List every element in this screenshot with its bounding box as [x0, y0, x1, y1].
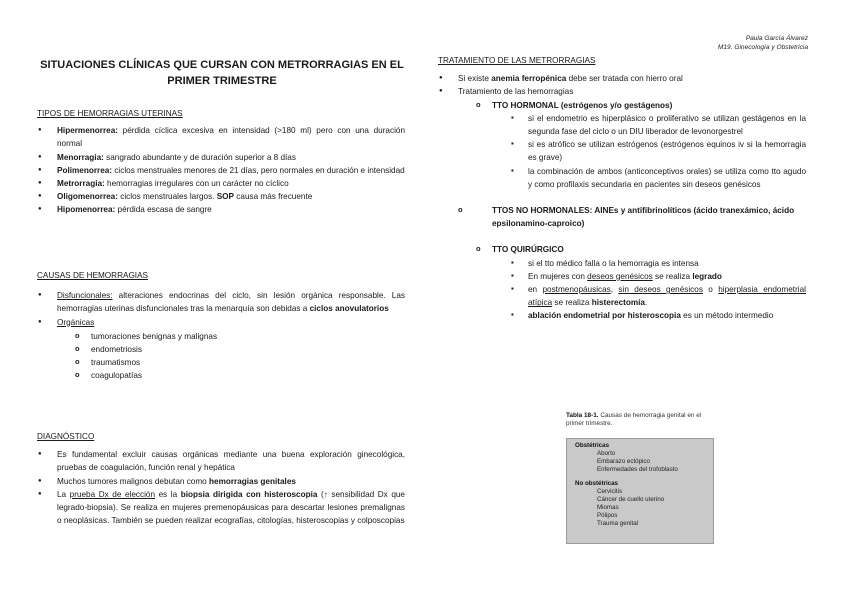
table-box	[566, 438, 714, 544]
hormonal-list	[506, 112, 806, 191]
author-header	[718, 34, 808, 52]
tratamiento-section	[438, 54, 806, 323]
list-item: ● Es fundamental excluir causas orgánicas mediante una buena exploración ginecológica, pruebas de coagulación, función renal y hepática	[37, 448, 405, 474]
table-group-no-obstetricas: No obstétricas	[575, 480, 618, 487]
list-item: ● La prueba Dx de elección es la biopsia dirigida con histeroscopia (↑ sensibilidad Dx que legrado-biopsia). Se realiza en mujeres premenopáusicas para descartar lesiones premalignas o neoplásicas. También se pueden realizar ecografías, citologías, histeroscopias y colposcopias	[37, 488, 405, 528]
table-row: Aborto	[597, 450, 616, 457]
page-title: SITUACIONES CLÍNICAS QUE CURSAN CON METRORRAGIAS EN EL PRIMER TRIMESTRE	[40, 59, 404, 87]
diagnostico-list	[37, 448, 405, 527]
tratamiento-list	[438, 72, 806, 98]
subject-name: M19. Ginecología y Obstetricia	[717, 44, 808, 51]
table-row: Trauma genital	[597, 520, 639, 527]
list-item: o tumoraciones benignas y malignas	[75, 330, 405, 343]
causas-heading: CAUSAS DE HEMORRAGIAS	[37, 271, 149, 280]
tipos-section	[37, 107, 405, 217]
list-item: ▪ la combinación de ambos (anticonceptivos orales) se utiliza como tto agudo y como profilaxis secundaria en pacientes sin deseos genésicos	[506, 165, 806, 191]
arrow-up-icon: ↑	[323, 489, 328, 499]
hormonal-title: TTO HORMONAL (estrógenos y/o gestágenos)	[492, 100, 673, 110]
list-item: ● Metrorragia: hemorragias irregulares con un carácter no cíclico	[37, 177, 405, 190]
quirurgico-list	[506, 257, 806, 323]
list-item	[476, 243, 806, 322]
tipos-heading: TIPOS DE HEMORRAGIAS UTERINAS	[37, 109, 183, 118]
list-item: ● Tratamiento de las hemorragias	[438, 85, 806, 98]
table-row: Enfermedades del trofoblasto	[597, 466, 678, 473]
table-row: Cáncer de cuello uterino	[597, 496, 665, 503]
list-item: o traumatismos	[75, 356, 405, 369]
table-row: Pólipos	[597, 512, 618, 519]
table-figure	[566, 412, 716, 544]
diagnostico-heading: DIAGNÓSTICO	[37, 432, 95, 441]
list-item	[458, 204, 806, 230]
list-item: ● Hipomenorrea: pérdida escasa de sangre	[37, 203, 405, 216]
tipos-list	[37, 124, 405, 216]
author-name: Paula García Álvarez	[745, 35, 808, 42]
list-item: ● Orgánicas o tumoraciones benignas y malignas o endometriosis o traumatismos o coagulopatías	[37, 316, 405, 383]
list-item: o endometriosis	[75, 343, 405, 356]
list-item: ▪ si el tto médico falla o la hemorragia es intensa	[506, 257, 806, 270]
organicas-list	[75, 330, 405, 383]
table-row: Embarazo ectópico	[597, 458, 650, 465]
diagnostico-section	[37, 430, 405, 527]
list-item: ● Muchos tumores malignos debutan como hemorragias genitales	[37, 475, 405, 488]
list-item: ● Menorragia: sangrado abundante y de duración superior a 8 días	[37, 151, 405, 164]
nohormonal-title: TTOS NO HORMONALES: AINEs y antifibrinolíticos (ácido tranexámico, ácido epsilonamino-caproico)	[492, 206, 795, 229]
list-item: ▪ si es atrófico se utilizan estrógenos (estrógenos equinos iv si la hemorragia es grave)	[506, 138, 806, 164]
table-group-obstetricas: Obstétricas	[575, 442, 610, 449]
list-item: ▪ ablación endometrial por histeroscopia es un método intermedio	[506, 309, 806, 322]
list-item: ▪ En mujeres con deseos genésicos se realiza legrado	[506, 270, 806, 283]
tratamiento-heading: TRATAMIENTO DE LAS METRORRAGIAS	[438, 56, 596, 65]
list-item: ● Polimenorrea: ciclos menstruales menores de 21 días, pero normales en duración e intensidad	[37, 164, 405, 177]
tratamiento-sublist	[476, 99, 806, 323]
list-item	[476, 99, 806, 191]
table-row: Miomas	[597, 504, 619, 511]
table-row: Cervicitis	[597, 488, 623, 495]
list-item: ▪ en postmenopáusicas, sin deseos genésicos o hiperplasia endometrial atípica se realiza histerectomía.	[506, 283, 806, 309]
causas-list	[37, 289, 405, 382]
list-item: ● Si existe anemia ferropénica debe ser tratada con hierro oral	[438, 72, 806, 85]
quirurgico-title: TTO QUIRÚRGICO	[492, 245, 564, 255]
list-item: ● Hipermenorrea: pérdida cíclica excesiva en intensidad (>180 ml) pero con una duración normal	[37, 124, 405, 150]
table-caption: Tabla 18-1. Causas de hemorragia genital en el primer trimestre.	[566, 412, 702, 427]
list-item: ▪ si el endometrio es hiperplásico o proliferativo se utilizan gestágenos en la segunda fase del ciclo o un DIU liberador de levonorgestrel	[506, 112, 806, 138]
list-item: o coagulopatías	[75, 369, 405, 382]
list-item: ● Oligomenorrea: ciclos menstruales largos. SOP causa más frecuente	[37, 190, 405, 203]
list-item: ● Disfuncionales: alteraciones endocrinas del ciclo, sin lesión orgánica responsable. Las hemorragias uterinas disfuncionales tras la menarquía son debidas a ciclos anovulatorios	[37, 289, 405, 315]
causas-section	[37, 269, 405, 383]
